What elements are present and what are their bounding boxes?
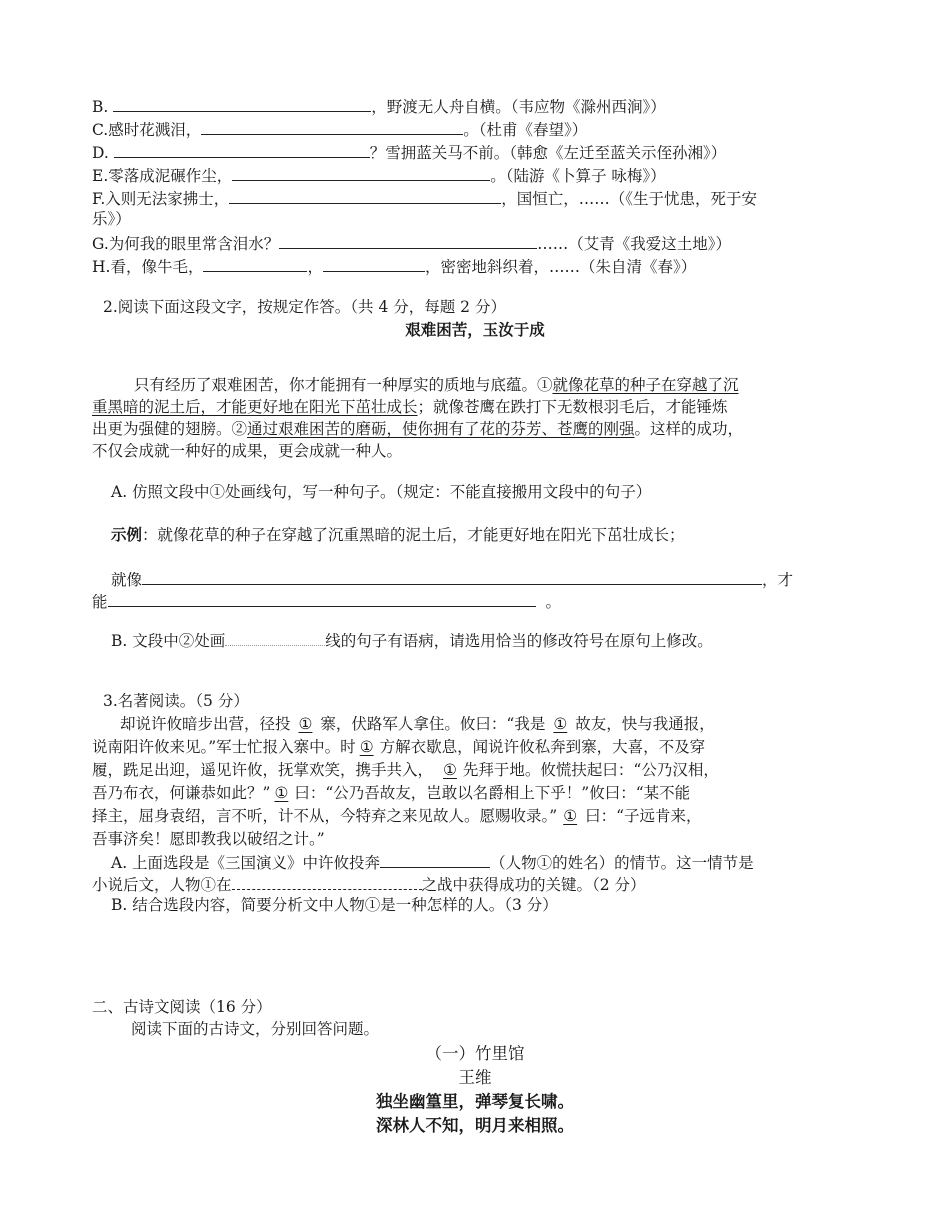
q2-a-prompt: A. 仿照文段中①处画线句，写一种句子。（规定：不能直接搬用文段中的句子） [111, 483, 652, 501]
poem-item-d: D. ？雪拥蓝关马不前。（韩愈《左迁至蓝关示侄孙湘》） [92, 140, 726, 164]
answer-blank[interactable] [279, 231, 537, 249]
q3-heading: 3.名著阅读。（5 分） [103, 692, 249, 710]
q3-passage-line2: 说南阳许攸来见。”军士忙报入寨中。时 ① 方解衣歇息，闻说许攸私奔到寨，大喜，不及穿 [92, 738, 706, 756]
q2-passage-line3: 出更为强健的翅膀。②通过艰难困苦的磨砺，使你拥有了花的芬芳、苍鹰的刚强。这样的成功， [92, 420, 744, 438]
poem-item-b: B. ，野渡无人舟自横。（韦应物《滁州西涧》） [92, 94, 666, 118]
poem-item-h: H.看，像牛毛， ， ，密密地斜织着，……（朱自清《春》） [92, 254, 696, 278]
answer-blank[interactable] [229, 186, 501, 204]
q3-a-line2: 小说后文，人物①在 之战中获得成功的关键。（2 分） [92, 872, 646, 896]
poem-item-g: G.为何我的眼里常含泪水？ ……（艾青《我爱这土地》） [92, 231, 731, 255]
q2-passage-line1: 只有经历了艰难困苦，你才能拥有一种厚实的质地与底蕴。①就像花草的种子在穿越了沉 [134, 376, 739, 394]
q3-passage-line6: 吾事济矣！愿即教我以破绍之计。” [92, 830, 325, 848]
poem-line-2: 深林人不知，明月来相照。 [376, 1116, 574, 1135]
answer-blank[interactable] [203, 254, 307, 272]
section2-heading: 二、古诗文阅读（16 分） [92, 998, 272, 1016]
answer-blank[interactable] [113, 94, 371, 112]
answer-blank[interactable] [142, 567, 762, 585]
poem-title: （一）竹里馆 [425, 1044, 525, 1063]
answer-blank[interactable] [232, 163, 490, 181]
section2-intro: 阅读下面的古诗文，分别回答问题。 [131, 1020, 380, 1038]
poem-item-f: F.入则无法家拂士， ，国恒亡，……（《生于忧患，死于安 [92, 186, 757, 210]
answer-blank[interactable] [323, 254, 425, 272]
answer-blank[interactable] [114, 140, 370, 158]
q2-fill-line2: 能 。 [92, 589, 561, 613]
answer-blank[interactable] [201, 117, 463, 135]
q2-b-prompt: B. 文段中②处画 线的句子有语病，请选用恰当的修改符号在原句上修改。 [111, 632, 713, 650]
poem-item-f-cont: 乐》） [92, 210, 131, 228]
q3-passage-line1: 却说许攸暗步出营，径投 ① 寨，伏路军人拿住。攸曰：“我是 ① 故友，快与我通报， [120, 715, 715, 733]
q2-heading: 2.阅读下面这段文字，按规定作答。（共 4 分，每题 2 分） [103, 298, 506, 316]
q3-b-question: B. 结合选段内容，简要分析文中人物①是一种怎样的人。（3 分） [111, 896, 558, 914]
answer-blank[interactable] [108, 589, 536, 607]
q2-example: 示例：就像花草的种子在穿越了沉重黑暗的泥土后，才能更好地在阳光下茁壮成长； [111, 526, 685, 544]
q3-passage-line4: 吾乃布衣，何谦恭如此？” ① 曰：“公乃吾故友，岂敢以名爵相上下乎！”攸曰：“某不能 [92, 784, 691, 802]
q2-fill-line1: 就像 ，才 [111, 567, 793, 591]
q2-passage-title: 艰难困苦，玉汝于成 [405, 321, 545, 339]
q3-a-line1: A. 上面选段是《三国演义》中许攸投奔 （人物①的姓名）的情节。这一情节是 [111, 850, 754, 874]
q2-passage-line4: 不仅会成就一种好的成果，更会成就一种人。 [92, 442, 403, 460]
poem-item-e: E.零落成泥碾作尘， 。（陆游《卜算子 咏梅》） [92, 163, 666, 187]
poem-author: 王维 [458, 1068, 492, 1087]
answer-blank[interactable] [232, 872, 422, 890]
poem-line-1: 独坐幽篁里，弹琴复长啸。 [376, 1092, 574, 1111]
answer-blank[interactable] [380, 850, 490, 868]
q3-passage-line5: 择主，屈身袁绍，言不听，计不从，今特弃之来见故人。愿赐收录。” ① 曰：“子远肯来， [92, 807, 702, 825]
wavy-underline-sample [225, 631, 325, 646]
poem-item-c: C.感时花溅泪， 。（杜甫《春望》） [92, 117, 587, 141]
q2-passage-line2: 重黑暗的泥土后，才能更好地在阳光下茁壮成长；就像苍鹰在跌打下无数根羽毛后，才能锤炼 [92, 398, 728, 416]
q3-passage-line3: 履，跣足出迎，遥见许攸，抚掌欢笑，携手共入， ① 先拜于地。攸慌扶起曰：“公乃汉相， [92, 761, 719, 779]
